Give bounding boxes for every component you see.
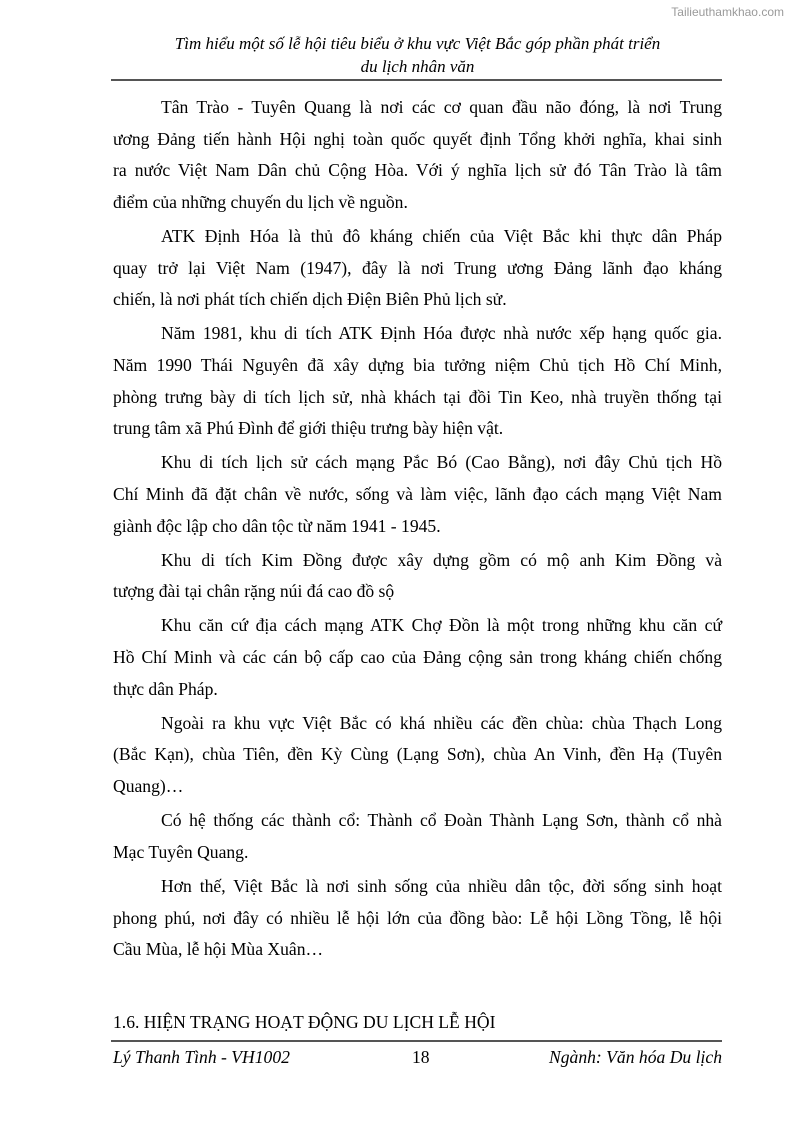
paragraph-line: Khu di tích Kim Đồng được xây dựng gồm có mộ anh Kim Đồng và [161,549,722,570]
paragraph-line: Hồ Chí Minh và các cán bộ cấp cao của Đảng cộng sản trong kháng chiến chống [113,647,722,668]
paragraph-line: Năm 1981, khu di tích ATK Định Hóa được nhà nước xếp hạng quốc gia. [161,323,722,344]
paragraph-line: Năm 1990 Thái Nguyên đã xây dựng bia tưởng niệm Chủ tịch Hồ Chí Minh, [113,354,722,375]
paragraph [113,545,722,608]
section-heading: 1.6. HIỆN TRẠNG HOẠT ĐỘNG DU LỊCH LỄ HỘI [113,1012,496,1032]
footer-divider [111,1040,722,1042]
paragraph-line: Chí Minh đã đặt chân về nước, sống và làm việc, lãnh đạo cách mạng Việt Nam [113,483,722,504]
paragraph-line: Mạc Tuyên Quang. [113,841,249,862]
paragraph-line: Có hệ thống các thành cổ: Thành cổ Đoàn Thành Lạng Sơn, thành cổ nhà [161,810,722,831]
paragraph-line: ra nước Việt Nam Dân chủ Cộng Hòa. Với ý nghĩa lịch sử đó Tân Trào là tâm [113,160,722,181]
footer-major: Ngành: Văn hóa Du lịch [549,1047,722,1067]
footer-author: Lý Thanh Tình - VH1002 [113,1047,290,1067]
paragraph [113,871,722,966]
paragraph [113,318,722,444]
paragraph-line: Khu di tích lịch sử cách mạng Pắc Bó (Cao Bằng), nơi đây Chủ tịch Hồ [161,452,722,473]
header-title-line-1: Tìm hiểu một số lễ hội tiêu biểu ở khu vực Việt Bắc góp phần phát triển [174,34,661,53]
paragraph [113,221,722,316]
footer-page-number: 18 [412,1047,430,1067]
paragraph-line: giành độc lập cho dân tộc từ năm 1941 - 1945. [113,515,441,536]
paragraph-line: ATK Định Hóa là thủ đô kháng chiến của Việt Bắc khi thực dân Pháp [161,225,722,246]
running-header [113,32,722,78]
paragraph-line: phong phú, nơi đây có nhiều lễ hội lớn của đồng bào: Lễ hội Lồng Tồng, lễ hội [113,907,722,928]
paragraph-line: thực dân Pháp. [113,678,218,699]
paragraph-line: trung tâm xã Phú Đình để giới thiệu trưng bày hiện vật. [113,418,504,439]
paragraph [113,708,722,803]
paragraph-line: ương Đảng tiến hành Hội nghị toàn quốc quyết định Tổng khởi nghĩa, khai sinh [113,128,722,149]
paragraph-line: phòng trưng bày di tích lịch sử, nhà khách tại đồi Tin Keo, nhà truyền thống tại [113,386,722,407]
paragraph-line: Tân Trào - Tuyên Quang là nơi các cơ quan đầu não đóng, là nơi Trung [161,97,722,117]
paragraph-line: điểm của những chuyến du lịch về nguồn. [113,191,408,212]
document-body [113,92,722,968]
paragraph-line: Cầu Mùa, lễ hội Mùa Xuân… [113,939,324,960]
paragraph-line: Ngoài ra khu vực Việt Bắc có khá nhiều các đền chùa: chùa Thạch Long [161,712,722,733]
header-title-line-2: du lịch nhân văn [360,57,475,76]
paragraph [113,610,722,705]
paragraph-line: tượng đài tại chân rặng núi đá cao đồ sộ [113,581,395,602]
paragraph-line: Khu căn cứ địa cách mạng ATK Chợ Đồn là một trong những khu căn cứ [161,615,722,636]
paragraph-line: Hơn thế, Việt Bắc là nơi sinh sống của nhiều dân tộc, đời sống sinh hoạt [161,876,722,896]
watermark: Tailieuthamkhao.com [671,5,784,19]
paragraph-line: quay trở lại Việt Nam (1947), đây là nơi Trung ương Đảng lãnh đạo kháng [113,257,722,278]
paragraph [113,447,722,542]
paragraph-line: (Bắc Kạn), chùa Tiên, đền Kỳ Cùng (Lạng Sơn), chùa An Vinh, đền Hạ (Tuyên [113,744,722,765]
paragraph [113,92,722,218]
paragraph-line: Quang)… [113,776,184,797]
header-divider [111,79,722,81]
paragraph [113,805,722,868]
paragraph-line: chiến, là nơi phát tích chiến dịch Điện Biên Phủ lịch sử. [113,289,507,310]
